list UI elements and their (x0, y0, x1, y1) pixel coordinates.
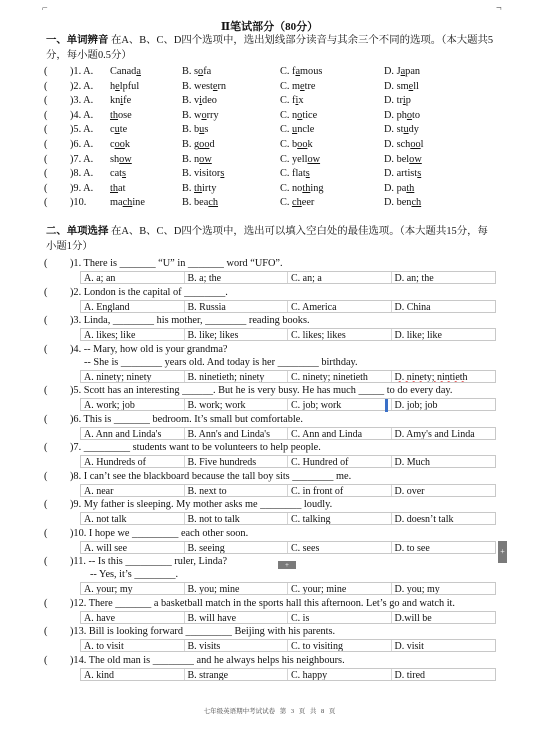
option-b: B. seeing (185, 542, 289, 553)
underlined-part: s (122, 168, 127, 180)
word-part: C. (280, 124, 293, 136)
answer-paren: ( (44, 182, 48, 194)
word-part: te (119, 124, 128, 136)
underlined-part: ch (208, 197, 219, 209)
word-part: tre (304, 80, 316, 92)
option-a (110, 65, 141, 78)
option-d (384, 153, 422, 166)
word-part: D. artist (384, 168, 418, 180)
underlined-part: o (201, 109, 207, 121)
page-footer: 七年级英语期中考试试卷 第 3 页 共 8 页 (203, 708, 336, 715)
answer-paren: ( (44, 626, 48, 637)
item-number: )8. A. (70, 168, 94, 180)
question-stem: )8. I can’t see the blackboard because the tall boy sits ________ me. (70, 470, 352, 482)
option-c: C. in front of (288, 485, 392, 496)
answer-paren: ( (44, 385, 48, 396)
option-b: B. ninetieth; ninety (185, 371, 289, 382)
option-c: C. ninety; ninetieth (288, 371, 392, 382)
option-b (182, 167, 224, 180)
option-c: C. talking (288, 513, 392, 524)
answer-paren: ( (44, 442, 48, 453)
option-c (280, 153, 320, 166)
option-d (384, 182, 414, 195)
option-a: A. will see (81, 542, 185, 553)
underlined-part: oo (114, 139, 125, 150)
text-cursor-marker (385, 399, 388, 412)
underlined-part: th (110, 182, 119, 194)
question-stem: )4. -- Mary, how old is your grandma? (70, 343, 228, 355)
underlined-part: ch (292, 197, 302, 209)
word-part: h (110, 80, 116, 92)
option-b: B. Ann's and Linda's (185, 428, 289, 439)
corner-mark-right: ¬ (496, 3, 502, 14)
option-d (384, 167, 421, 180)
underlined-part: u (114, 124, 120, 136)
options-row (80, 271, 496, 284)
underlined-part: a (295, 66, 301, 77)
word-part: C. f (280, 66, 296, 77)
underlined-part: oo (199, 139, 210, 150)
option-d: D. Amy's and Linda (394, 428, 475, 439)
word-part: tice (302, 109, 318, 121)
word-part: x (298, 95, 304, 107)
word-part: to (412, 109, 421, 121)
word-part: irty (202, 182, 217, 194)
answer-paren: ( (44, 168, 48, 180)
option-d: D. over (394, 485, 425, 496)
word-part: D. ben (384, 197, 412, 209)
option-b: B. work; work (185, 399, 289, 410)
question-stem: )1. There is _______ “U” in _______ word “UFO”. (70, 258, 283, 269)
word-part: D. sm (384, 80, 409, 92)
question-stem: )11. -- Is this _________ ruler, Linda? (70, 556, 228, 567)
option-d: D. an; the (394, 273, 434, 283)
word-part: Canad (110, 66, 137, 77)
underlined-part: e (408, 80, 414, 92)
options-row (80, 427, 496, 440)
option-b (182, 80, 226, 93)
options-row (80, 484, 496, 497)
option-b (182, 123, 208, 136)
option-d: D. doesn’t talk (394, 514, 454, 524)
option-c: C. to visiting (288, 640, 392, 651)
option-c: C. happy (288, 669, 392, 680)
corner-mark-left: ⌐ (42, 3, 48, 14)
word-part: dy (408, 124, 419, 136)
word-part: pan (405, 66, 421, 77)
underlined-part: ow (307, 153, 321, 165)
option-c (280, 65, 322, 78)
option-b: B. next to (185, 485, 289, 496)
option-d (384, 138, 423, 151)
option-c (280, 123, 314, 136)
options-row (80, 370, 496, 383)
underlined-part: u (403, 124, 409, 136)
underlined-part: ch (411, 197, 422, 209)
answer-paren: ( (44, 258, 48, 269)
option-d (384, 94, 411, 107)
word-part: c (110, 124, 115, 136)
word-part: B. w (182, 109, 202, 121)
option-c: C. Ann and Linda (288, 428, 392, 439)
option-a: A. near (81, 485, 185, 496)
underlined-part: i (295, 95, 299, 107)
answer-paren: ( (44, 556, 48, 567)
question-stem: )6. This is _______ bedroom. It’s small but comfortable. (70, 413, 303, 425)
underlined-part: i (402, 95, 406, 107)
underlined-part: u (199, 124, 205, 136)
option-a: A. to visit (81, 640, 185, 651)
item-number: )1. A. (70, 66, 94, 77)
answer-paren: ( (44, 95, 48, 107)
item-number: )9. A. (70, 182, 94, 194)
word-part: C. (280, 197, 293, 209)
word-part: ma (110, 197, 123, 209)
answer-paren: ( (44, 527, 48, 539)
options-row (80, 328, 496, 341)
section2-heading-text: 在A、B、C、D四个选项中，选出可以填入空白处的最佳选项。（本大题共15分，每小题1分） (46, 226, 488, 252)
question-stem: )10. I hope we _________ each other soon. (70, 527, 249, 539)
option-a (110, 153, 132, 166)
section1-heading (46, 33, 498, 63)
answer-paren: ( (44, 470, 48, 482)
section1-heading-label: 一、单词辨音 (46, 35, 109, 46)
option-b: B. strange (185, 669, 289, 680)
word-part: k (124, 139, 131, 150)
word-part: deo (202, 95, 217, 107)
word-part: c (110, 139, 115, 150)
option-d: D. like; like (394, 330, 442, 340)
question-stem: )9. My father is sleeping. My mother asks me ________ loudly. (70, 499, 333, 510)
underlined-part: ow (409, 153, 422, 165)
option-d (384, 65, 420, 78)
answer-paren: ( (44, 343, 48, 355)
question-stem: )7. _________ students want to be volunteers to help people. (70, 442, 321, 453)
options-row (80, 455, 496, 468)
option-c (280, 80, 315, 93)
underlined-part: th (302, 182, 311, 194)
option-a (110, 182, 125, 195)
underlined-part: s (305, 168, 310, 180)
answer-paren: ( (44, 413, 48, 425)
options-row (80, 398, 496, 411)
question-continuation: -- She is ________ years old. And today is her ________ birthday. (84, 356, 358, 368)
word-part: C. no (280, 182, 303, 194)
word-part: C. f (280, 95, 296, 107)
word-part: B. visitor (182, 168, 221, 180)
item-number: )6. A. (70, 139, 94, 150)
option-c (280, 182, 324, 195)
option-c: C. sees (288, 542, 392, 553)
word-part: cat (110, 168, 123, 180)
option-c: C. Hundred of (288, 456, 392, 467)
options-row (80, 300, 496, 313)
option-b (182, 182, 216, 195)
item-number: )10. (70, 197, 87, 209)
word-part: C. n (280, 109, 298, 121)
underlined-part: th (194, 182, 203, 194)
word-part: C. b (280, 139, 298, 150)
underlined-part: th (406, 182, 415, 194)
option-b: B. Five hundreds (185, 456, 289, 467)
option-d: D. to see (394, 542, 430, 553)
section1-heading-text: 在A、B、C、D四个选项中，选出划线部分读音与其余三个不同的选项。（本大题共5分，每小题0.5分） (46, 35, 494, 61)
word-part: s (204, 124, 209, 136)
answer-paren: ( (44, 109, 48, 121)
question-stem: )5. Scott has an interesting ______. But he is very busy. He has much _____ to do every day. (70, 385, 453, 396)
word-part: D. ph (384, 109, 407, 121)
answer-paren: ( (44, 286, 48, 298)
option-b: B. not to talk (185, 513, 289, 524)
word-part: lpful (119, 80, 140, 92)
item-number: )3. A. (70, 95, 94, 107)
answer-paren: ( (44, 499, 48, 510)
option-c: C. your; mine (288, 583, 392, 594)
option-d: D. job; job (394, 400, 438, 410)
word-part: D. J (384, 66, 401, 77)
option-a (110, 94, 131, 107)
word-part: B. n (182, 153, 200, 165)
word-part: fa (203, 66, 212, 77)
underlined-part: oo (297, 139, 308, 150)
question-stem: )3. Linda, ________ his mother, ________ reading books. (70, 315, 310, 326)
word-part: sh (110, 153, 120, 165)
option-c (280, 167, 310, 180)
answer-paren: ( (44, 124, 48, 136)
question-continuation: -- Yes, it’s ________. (90, 569, 179, 580)
word-part: B. west (182, 80, 213, 92)
option-a (110, 80, 139, 93)
underlined-part: s (220, 168, 225, 180)
word-part: B. bea (182, 197, 209, 209)
options-row (80, 668, 496, 681)
underlined-part: ow (199, 153, 212, 165)
option-b (182, 138, 215, 151)
option-d (384, 196, 421, 209)
item-number: )2. A. (70, 80, 94, 92)
option-a (110, 196, 145, 209)
word-part: l (420, 139, 424, 150)
option-a: A. Ann and Linda's (81, 428, 185, 439)
options-row (80, 582, 496, 595)
word-part: C. m (280, 80, 301, 92)
options-row (80, 611, 496, 624)
option-d: D. ninety; nintieth (394, 371, 468, 382)
word-part: C. flat (280, 168, 306, 180)
option-a: A. a; an (81, 272, 185, 283)
word-part: rry (206, 109, 219, 121)
option-b: B. like; likes (185, 329, 289, 340)
option-a: A. your; my (81, 583, 185, 594)
underlined-part: a (400, 66, 406, 77)
underlined-part: i (120, 95, 124, 107)
underlined-part: th (110, 109, 119, 121)
option-a: A. England (81, 301, 185, 312)
option-a: A. ninety; ninety (81, 371, 185, 382)
option-d (384, 109, 420, 122)
option-a: A. have (81, 612, 185, 623)
word-part: D. tr (384, 95, 403, 107)
item-number: )7. A. (70, 153, 94, 165)
word-part: k (307, 139, 313, 150)
question-stem: )14. The old man is ________ and he always helps his neighbours. (70, 654, 345, 666)
word-part: D. bel (384, 153, 410, 165)
options-row (80, 541, 496, 554)
option-b: B. visits (185, 640, 289, 651)
option-d (384, 80, 419, 93)
underlined-part: o (406, 109, 413, 121)
option-b (182, 94, 217, 107)
word-part: at (118, 182, 126, 194)
question-stem: )13. Bill is looking forward _________ Beijing with his parents. (70, 626, 336, 637)
option-b: B. will have (185, 612, 289, 623)
question-stem: )12. There _______ a basketball match in the sports hall this afternoon. Let’s go and watch it. (70, 597, 455, 609)
word-part: B. g (182, 139, 200, 150)
underlined-part: s (417, 168, 422, 180)
answer-paren: ( (44, 80, 48, 92)
underlined-part: u (292, 124, 298, 136)
word-part: C. yell (280, 153, 308, 165)
underlined-part: o (297, 109, 303, 121)
underlined-part: e (115, 80, 120, 92)
word-part: B. v (182, 95, 200, 107)
option-b (182, 65, 211, 78)
word-part: D. st (384, 124, 404, 136)
option-b (182, 109, 219, 122)
table-resize-handle[interactable]: + (498, 541, 507, 563)
option-c: C. America (288, 301, 392, 312)
word-part: ine (132, 197, 145, 209)
answer-paren: ( (44, 597, 48, 609)
word-part: ose (118, 109, 132, 121)
section2-heading (46, 224, 498, 254)
word-part: kn (110, 95, 121, 107)
option-d (384, 123, 419, 136)
option-c: C. an; a (288, 272, 392, 283)
options-row (80, 639, 496, 652)
option-d: D. China (394, 301, 431, 312)
option-d: D. Much (394, 457, 431, 467)
option-c: C. is (288, 612, 392, 623)
answer-paren: ( (44, 654, 48, 666)
word-part: ncle (297, 124, 315, 136)
word-part: D. pa (384, 182, 407, 194)
underlined-part: i (199, 95, 203, 107)
section2-heading-label: 二、单项选择 (46, 226, 109, 237)
option-b (182, 153, 212, 166)
option-a (110, 109, 132, 122)
option-a (110, 167, 126, 180)
underlined-part: ch (122, 197, 133, 209)
underlined-part: ow (119, 153, 132, 165)
underlined-part: e (300, 80, 305, 92)
option-a (110, 138, 130, 151)
word-part: ing (310, 182, 324, 194)
option-d: D. you; my (394, 584, 440, 594)
word-part: fe (123, 95, 132, 107)
option-a: A. kind (81, 669, 185, 680)
word-part: eer (301, 197, 315, 209)
word-part: D. sch (384, 139, 411, 150)
word-part: B. (182, 182, 195, 194)
option-a: A. Hundreds of (81, 456, 185, 467)
option-c (280, 138, 313, 151)
option-c (280, 196, 314, 209)
underlined-part: o (198, 66, 204, 77)
word-part: d (209, 139, 215, 150)
answer-paren: ( (44, 315, 48, 326)
item-number: )4. A. (70, 109, 94, 121)
answer-paren: ( (44, 66, 48, 77)
underlined-part: e (212, 80, 218, 92)
option-c: C. likes; likes (288, 329, 392, 340)
options-row (80, 512, 496, 525)
option-a (110, 123, 127, 136)
word-part: ll (413, 80, 419, 92)
option-a: A. likes; like (81, 329, 185, 340)
word-part: rn (217, 80, 227, 92)
underlined-part: a (136, 66, 141, 77)
option-c (280, 94, 303, 107)
option-c: C. job; work (288, 399, 392, 410)
answer-paren: ( (44, 139, 48, 150)
word-part: B. b (182, 124, 200, 136)
word-part: p (405, 95, 411, 107)
option-b: B. you; mine (185, 583, 289, 594)
table-move-handle[interactable]: + (278, 561, 296, 569)
option-d: D. tired (394, 669, 426, 680)
option-b: B. Russia (185, 301, 289, 312)
answer-paren: ( (44, 197, 48, 209)
option-b (182, 196, 218, 209)
item-number: )5. A. (70, 124, 94, 136)
underlined-part: oo (410, 139, 421, 150)
option-d: D. visit (394, 641, 424, 651)
option-a: A. work; job (81, 399, 185, 410)
word-part: mous (300, 66, 323, 77)
option-d: D.will be (394, 612, 432, 623)
word-part: B. s (182, 66, 199, 77)
answer-paren: ( (44, 153, 48, 165)
option-a: A. not talk (81, 513, 185, 524)
section-title: Ⅱ笔试部分（80分） (220, 21, 319, 33)
option-b: B. a; the (185, 272, 289, 283)
option-c (280, 109, 317, 122)
question-stem: )2. London is the capital of ________. (70, 286, 228, 298)
